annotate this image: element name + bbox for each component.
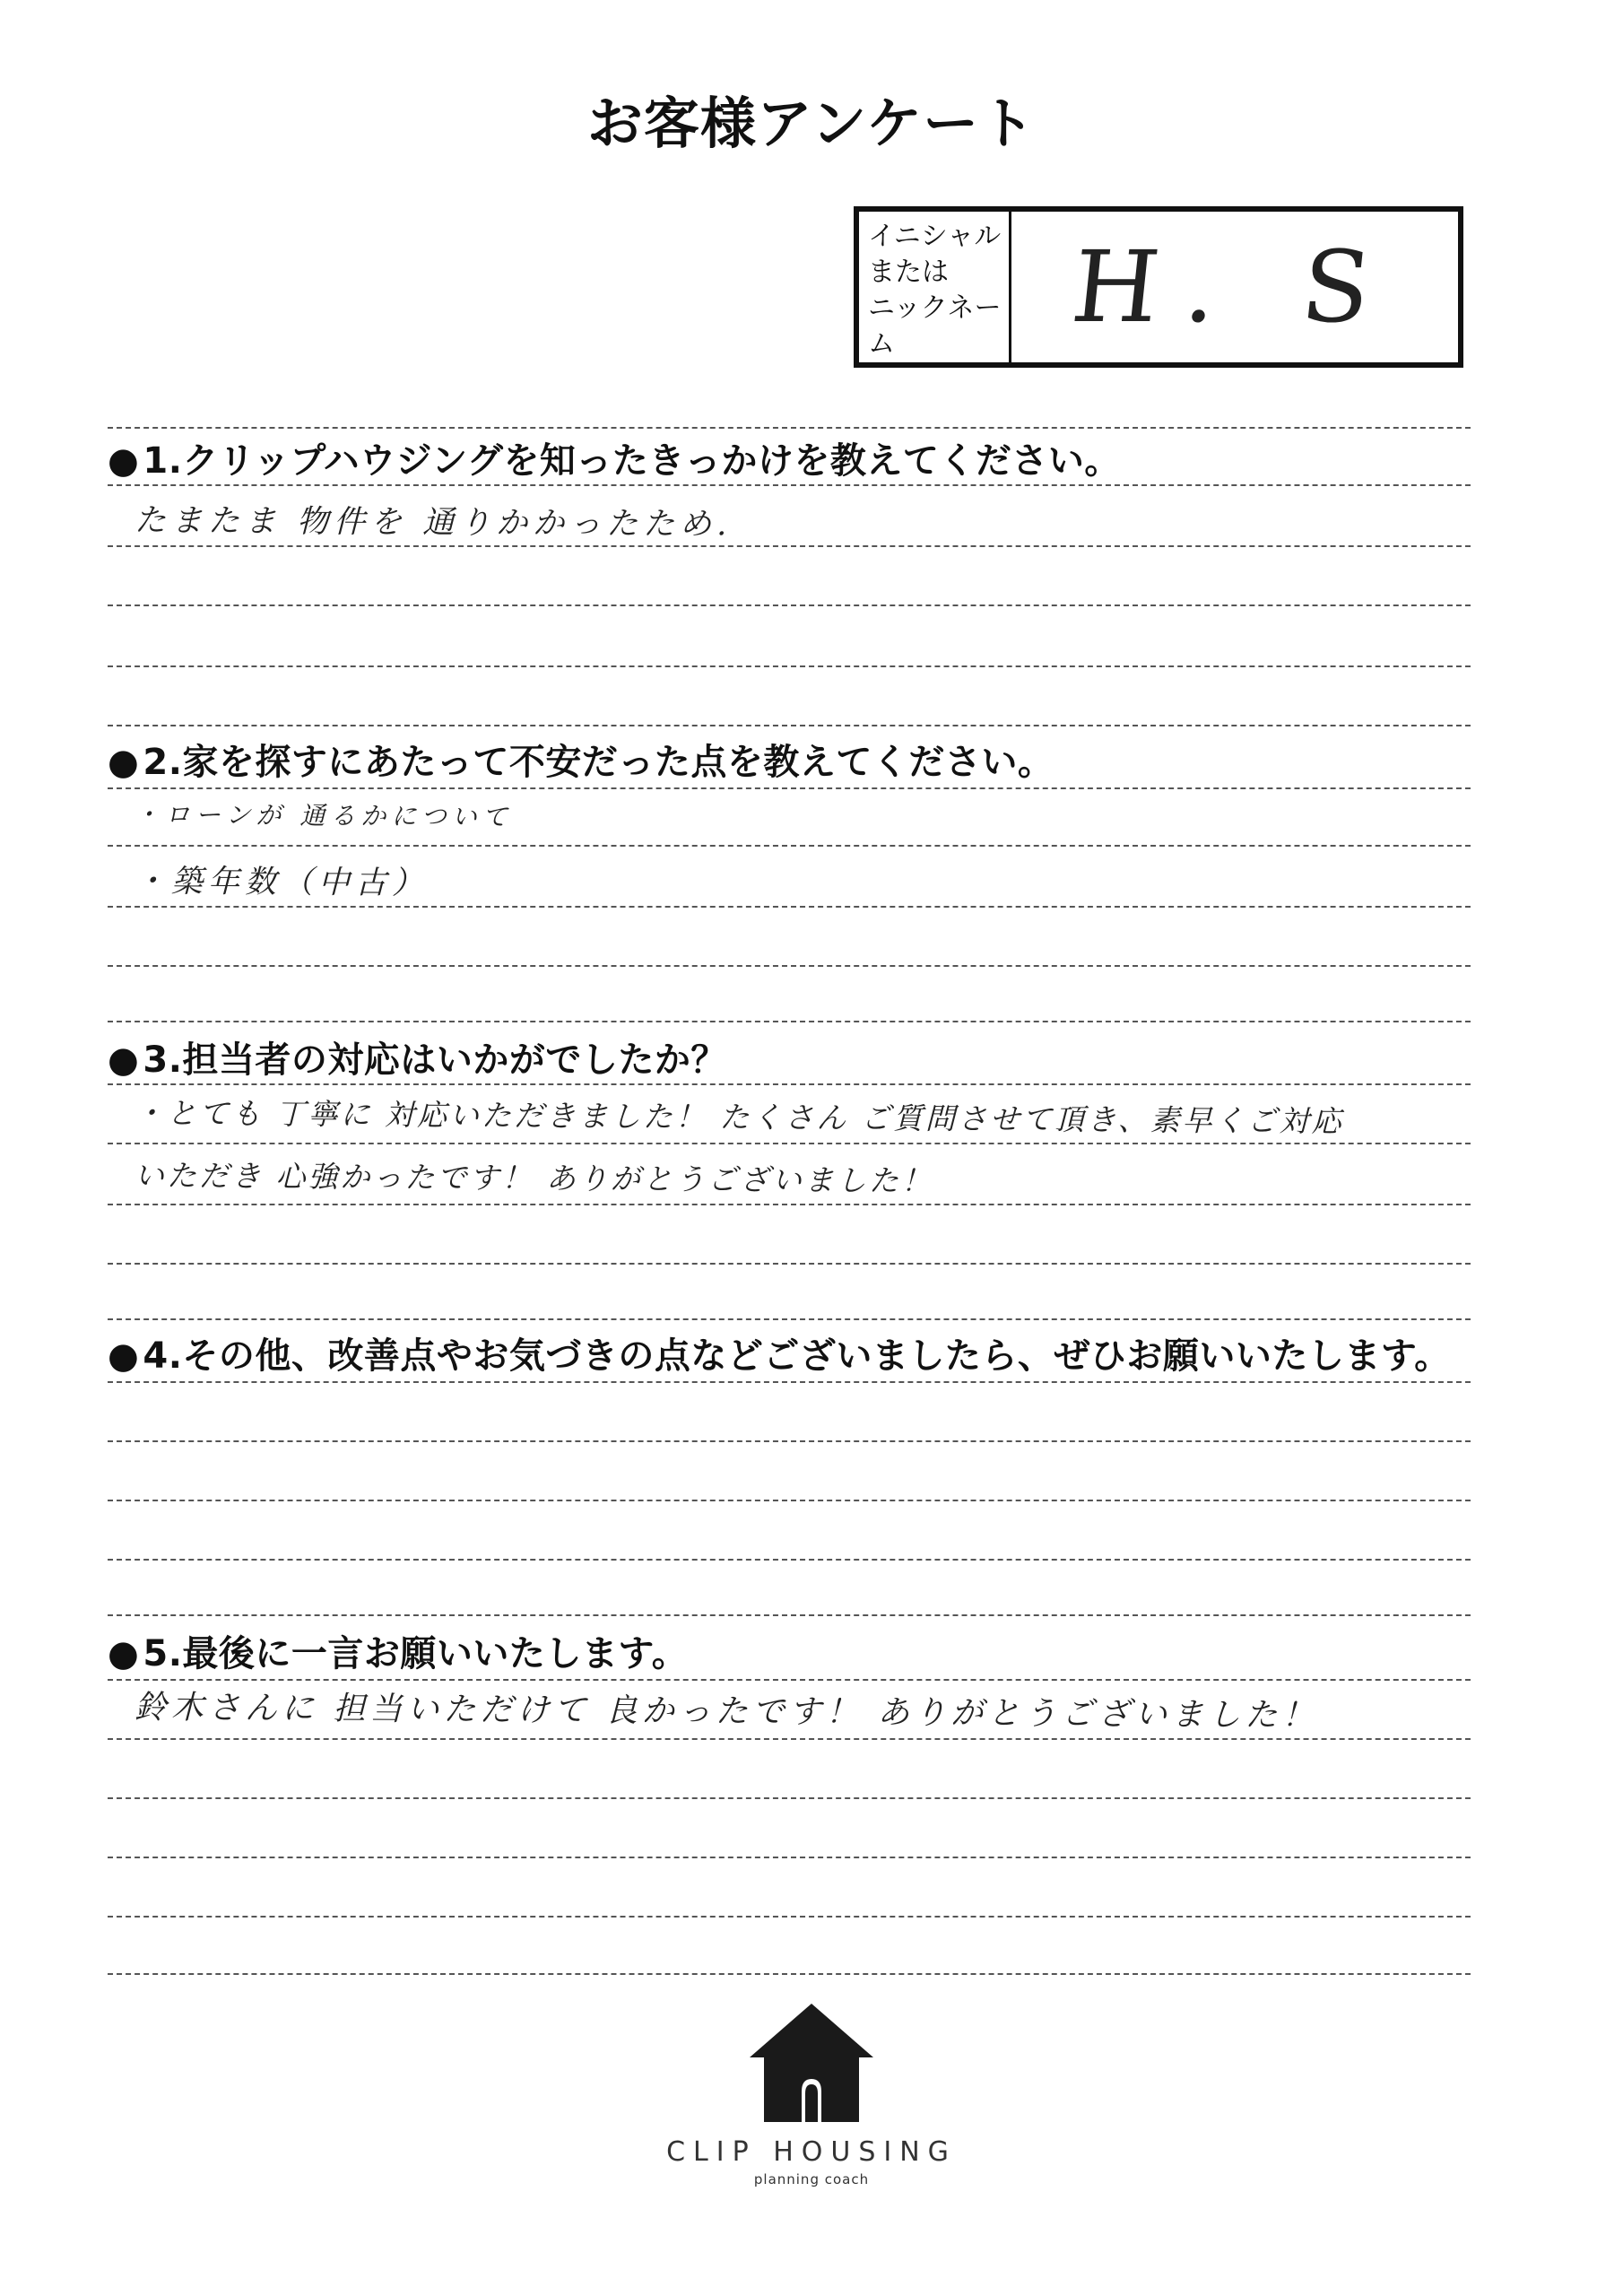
answer-2-line-1: ・ローンが 通るかについて bbox=[134, 799, 513, 832]
nickname-label-line: イニシャル bbox=[868, 221, 1002, 252]
logo-tagline: planning coach bbox=[753, 2171, 870, 2187]
answer-line bbox=[108, 906, 1471, 908]
answer-line bbox=[108, 1679, 1471, 1681]
question-4-heading bbox=[108, 1327, 1451, 1378]
answer-line bbox=[108, 845, 1471, 847]
separator-line bbox=[108, 1021, 1471, 1022]
bullet-icon: ● bbox=[108, 1039, 140, 1081]
separator-line bbox=[108, 725, 1471, 726]
answer-line bbox=[108, 1263, 1471, 1265]
answer-line bbox=[108, 1738, 1471, 1740]
answer-line bbox=[108, 1857, 1471, 1858]
answer-line bbox=[108, 1204, 1471, 1205]
answer-line bbox=[108, 545, 1471, 547]
bullet-icon: ● bbox=[108, 440, 140, 482]
answer-line bbox=[108, 1973, 1471, 1975]
answer-line bbox=[108, 1500, 1471, 1501]
page-title: お客様アンケート bbox=[586, 91, 1037, 156]
question-1-heading bbox=[108, 432, 1121, 483]
clip-housing-logo bbox=[0, 2000, 1623, 2187]
logo-name: CLIP HOUSING bbox=[666, 2136, 957, 2168]
separator-line bbox=[108, 1318, 1471, 1320]
answer-line bbox=[108, 665, 1471, 667]
answer-line bbox=[108, 787, 1471, 789]
answer-line bbox=[108, 965, 1471, 967]
question-2-heading bbox=[108, 734, 1054, 785]
question-3-heading bbox=[108, 1031, 727, 1083]
answer-line bbox=[108, 1916, 1471, 1918]
answer-line bbox=[108, 1381, 1471, 1383]
question-1-label: 1.クリップハウジングを知ったきっかけを教えてください。 bbox=[143, 440, 1121, 482]
nickname-box bbox=[854, 206, 1463, 368]
nickname-label-line: ニックネー bbox=[868, 292, 1002, 324]
nickname-label-line: または bbox=[868, 257, 949, 288]
answer-5-line-1: 鈴木さんに 担当いただけて 良かったです！ ありがとうございました！ bbox=[134, 1689, 1319, 1735]
nickname-label bbox=[859, 212, 1011, 362]
answer-line bbox=[108, 1143, 1471, 1144]
answer-line bbox=[108, 1440, 1471, 1442]
bullet-icon: ● bbox=[108, 1633, 140, 1674]
nickname-value: H. S bbox=[1066, 230, 1403, 344]
answer-line bbox=[108, 1083, 1471, 1085]
question-5-label: 5.最後に一言お願いいたします。 bbox=[143, 1633, 689, 1674]
question-3-label: 3.担当者の対応はいかがでしたか？ bbox=[143, 1039, 727, 1081]
answer-line bbox=[108, 1797, 1471, 1799]
nickname-label-line: ム bbox=[868, 328, 895, 360]
answer-3-line-2: いただき 心強かったです！ ありがとうございました！ bbox=[134, 1157, 934, 1199]
question-2-label: 2.家を探すにあたって不安だった点を教えてください。 bbox=[143, 742, 1055, 783]
answer-1-line-1: たまたま 物件を 通りかかったため. bbox=[134, 502, 733, 544]
question-4-label: 4.その他、改善点やお気づきの点などございましたら、ぜひお願いいたします。 bbox=[143, 1335, 1451, 1377]
answer-line bbox=[108, 1559, 1471, 1561]
separator-line bbox=[108, 427, 1471, 429]
answer-line bbox=[108, 484, 1471, 486]
answer-3-line-1: ・とても 丁寧に 対応いただきました！ たくさん ご質問させて頂き、素早くご対応 bbox=[134, 1095, 1344, 1139]
separator-line bbox=[108, 1614, 1471, 1616]
bullet-icon: ● bbox=[108, 1335, 140, 1377]
house-icon bbox=[744, 2000, 879, 2126]
answer-line bbox=[108, 604, 1471, 606]
bullet-icon: ● bbox=[108, 742, 140, 783]
answer-2-line-2: ・築年数（中古） bbox=[134, 863, 430, 902]
question-5-heading bbox=[108, 1625, 688, 1676]
